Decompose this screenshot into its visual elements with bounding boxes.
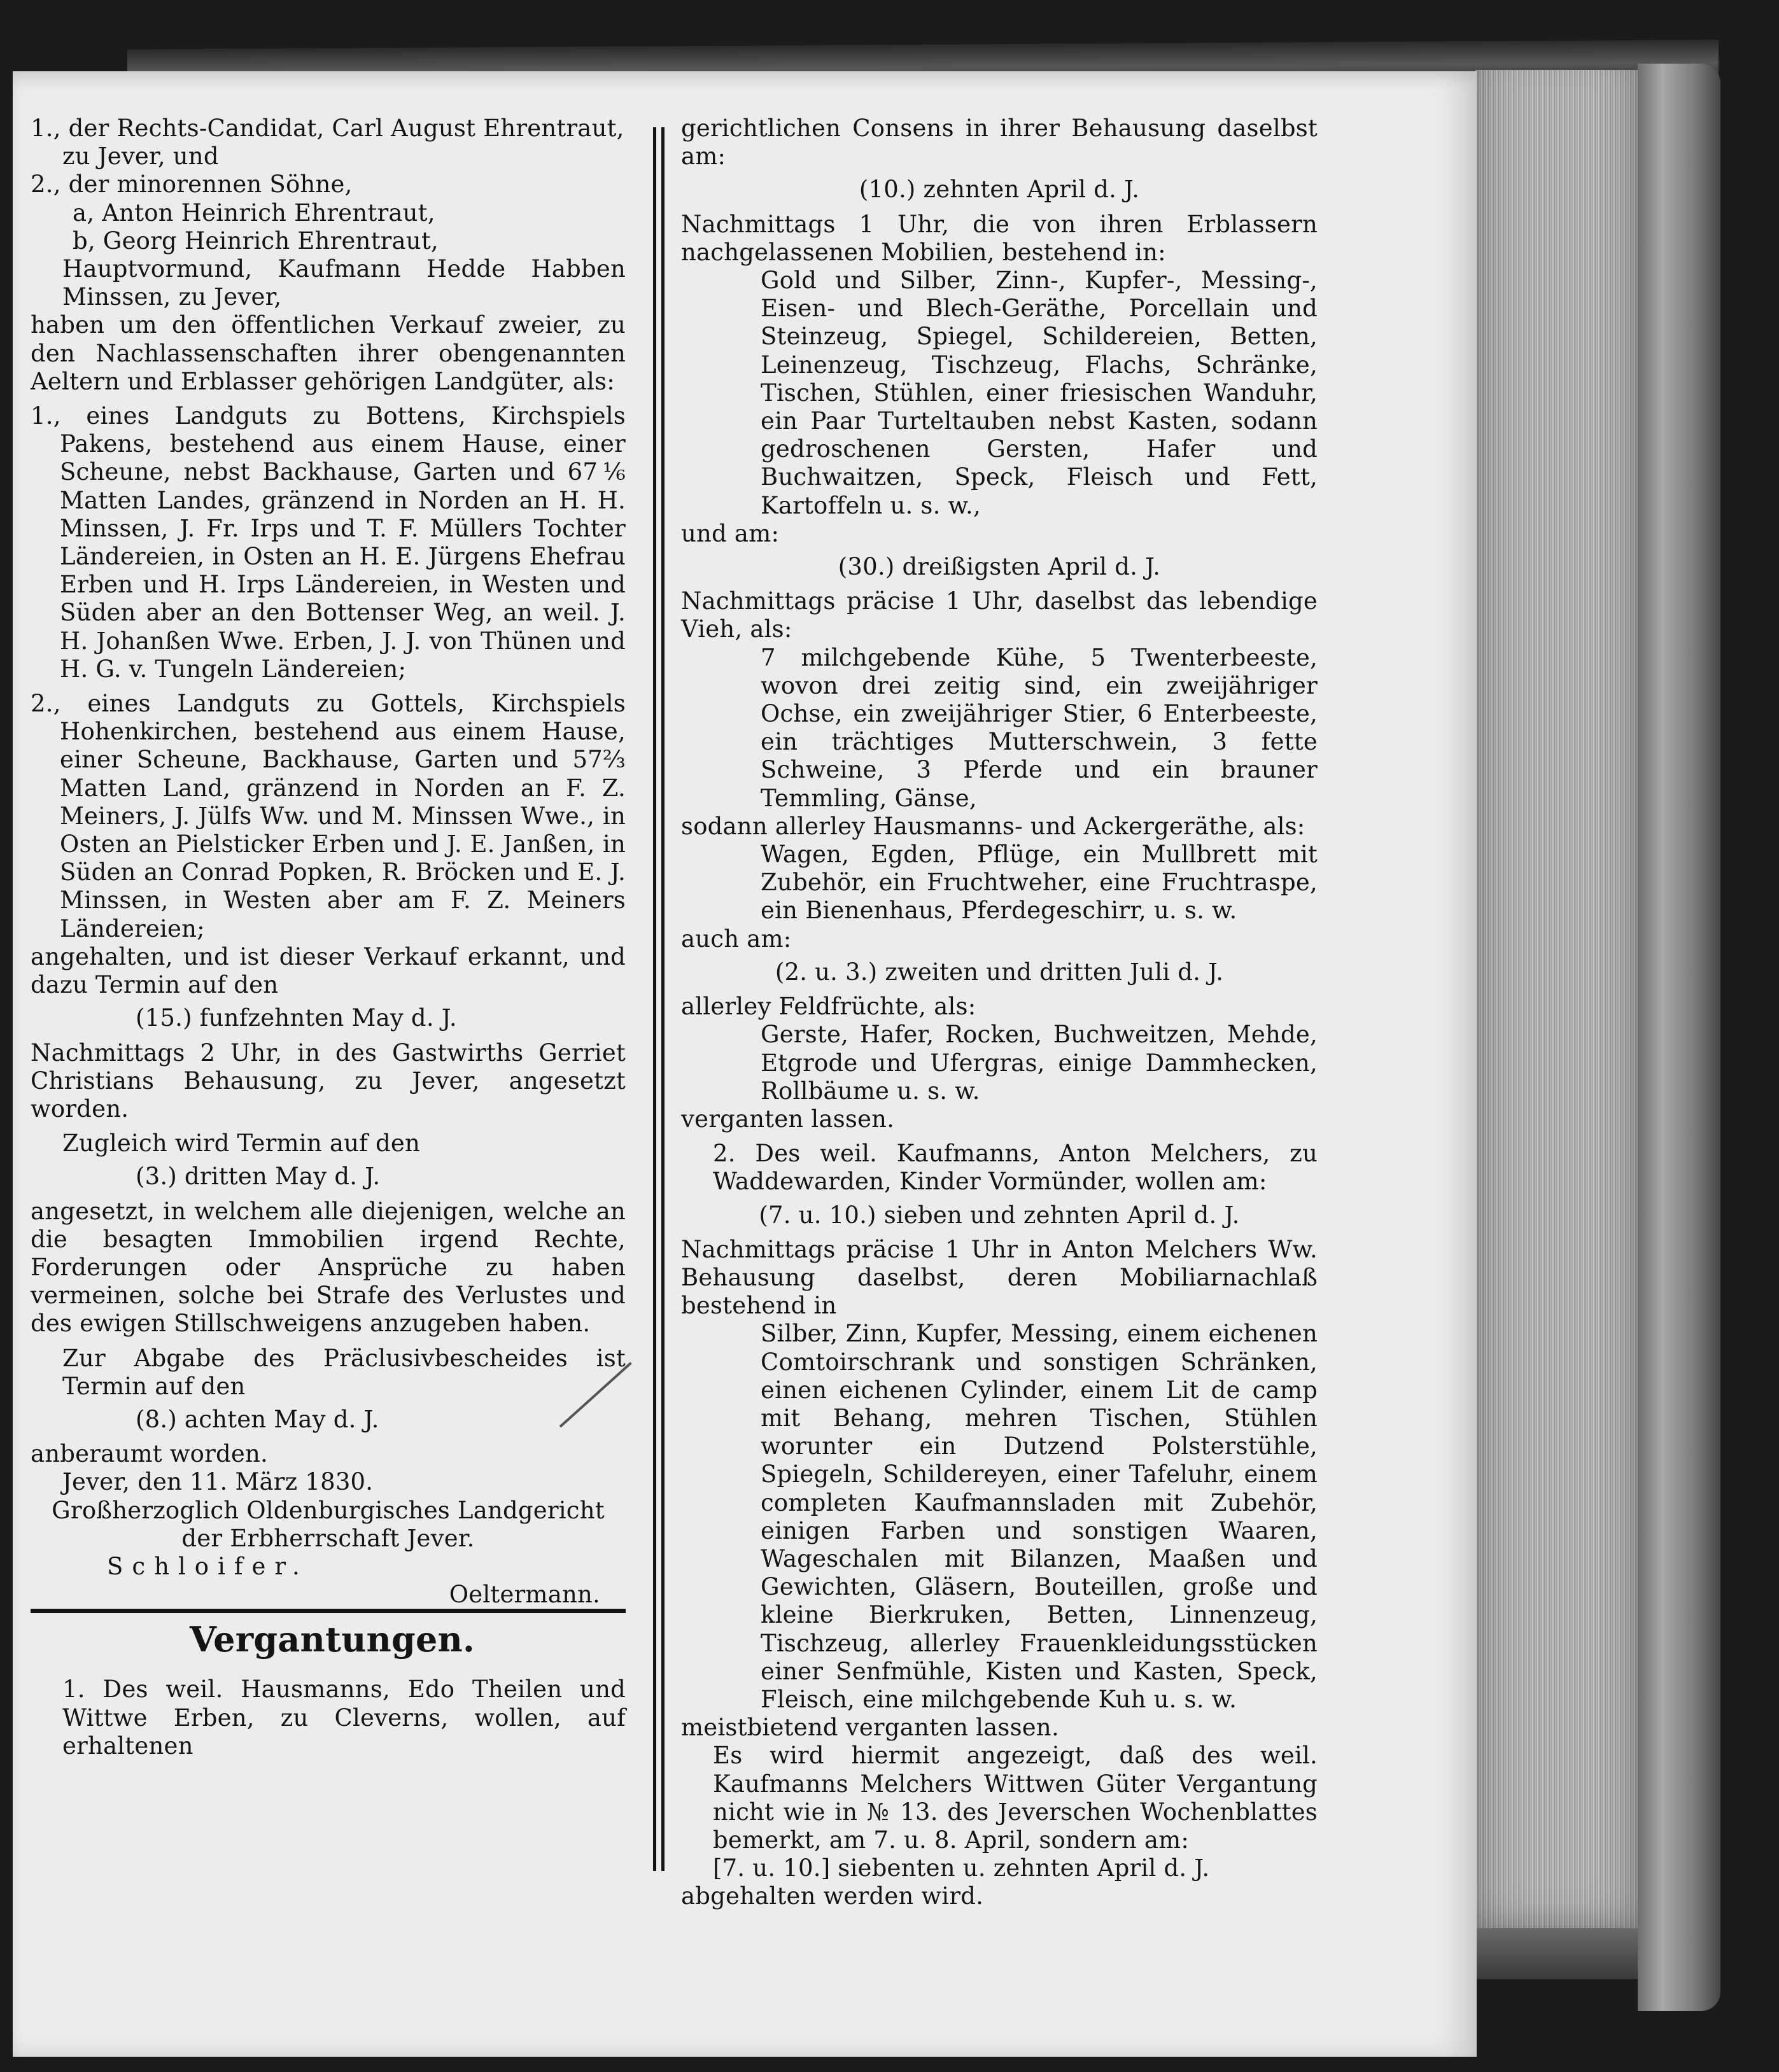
heir-2: 2., der minorennen Söhne,	[31, 171, 353, 199]
right-column	[681, 115, 1318, 1911]
auction-entry-1: 1. Des weil. Hausmanns, Edo Theilen und Wittwe Erben, zu Cleverns, wollen, auf erhaltenen	[62, 1676, 626, 1760]
auction-date-e: [7. u. 10.] siebenten u. zehnten April d. J.	[713, 1854, 1210, 1882]
auction-date-d: (7. u. 10.) sieben und zehnten April d. J.	[759, 1201, 1240, 1229]
auction-time-1: Nachmittags 2 Uhr, in des Gastwirths Gerriet Christians Behausung, zu Jever, angesetzt worden.	[31, 1039, 626, 1123]
also-on: auch am:	[681, 925, 792, 953]
signature-2: Oeltermann.	[449, 1581, 600, 1609]
signature-1: Schloifer.	[107, 1552, 309, 1580]
claims-date: (3.) dritten May d. J.	[136, 1163, 381, 1191]
heir-1: 1., der Rechts-Candidat, Carl August Ehrentraut,	[31, 115, 624, 142]
estate-2: 2., eines Landguts zu Gottels, Kirchspiels Hohenkirchen, bestehend aus einem Hause, einer Scheune, Backhause, Garten und 57⅔ Matten Land, gränzend in Norden an F. Z. Meiners, J. Jülfs Ww. und M. Minssen Wwe., in Osten an Pielsticker Erben und J. E. Janßen, in Süden an Conrad Popken, R. Bröcken und E. J. Minssen, in Westen aber am F. Z. Meiners Ländereien;	[31, 690, 626, 942]
auction-close-2: meistbietend verganten lassen.	[681, 1714, 1059, 1742]
crops-list: Gerste, Hafer, Rocken, Buchweitzen, Mehde, Etgrode und Ufergras, einige Dammhecken, Rollbäume u. s. w.	[761, 1021, 1318, 1105]
consent-continuation: gerichtlichen Consens in ihrer Behausung daselbst am:	[681, 115, 1318, 171]
auction-date-a: (10.) zehnten April d. J.	[859, 176, 1140, 204]
section-heading: Vergantungen.	[190, 1619, 475, 1660]
estate-goods-list: Silber, Zinn, Kupfer, Messing, einem eichenen Comtoirschrank und sonstigen Schränken, einen eichenen Cylinder, einem Lit de camp mit Behang, mehren Tischen, Stühlen worunter ein Dutzend Polsterstühle, Spiegeln, Schildereyen, einer Tafeluhr, einem completen Kaufmannsladen mit Zubehör, einigen Farben und sonstigen Waaren, Wageschalen mit Bilanzen, Maaßen und Gewichten, Gläsern, Bouteillen, große und kleine Bierkruken, Betten, Linnenzeug, Tischzeug, allerley Frauenkleidungsstücken einer Senfmühle, Kisten und Kasten, Speck, Fleisch, eine milchgebende Kuh u. s. w.	[761, 1320, 1318, 1713]
livestock-list: 7 milchgebende Kühe, 5 Twenterbeeste, wovon drei zeitig sind, ein zweijähriger Ochse, ein zweijähriger Stier, 6 Enterbeeste, ein trächtiges Mutterschwein, 3 fette Schweine, 3 Pferde und ein brauner Temmling, Gänse,	[761, 643, 1318, 812]
auction-date-1: (15.) funfzehnten May d. J.	[136, 1004, 457, 1032]
court-name: Großherzoglich Oldenburgisches Landgericht	[52, 1496, 605, 1524]
auction-close-1: verganten lassen.	[681, 1105, 895, 1133]
sale-intro: haben um den öffentlichen Verkauf zweier, zu den Nachlassenschaften ihrer obengenannten Aeltern und Erblasser gehörigen Landgüter, als:	[31, 311, 626, 395]
place-date: Jever, den 11. März 1830.	[62, 1468, 374, 1496]
term-intro: Zugleich wird Termin auf den	[62, 1130, 420, 1158]
auction-time-a: Nachmittags 1 Uhr, die von ihren Erblassern nachgelassenen Mobilien, bestehend in:	[681, 210, 1318, 266]
heir-2a: a, Anton Heinrich Ehrentraut,	[73, 199, 435, 227]
auction-time-d: Nachmittags präcise 1 Uhr in Anton Melchers Ww. Behausung daselbst, deren Mobiliarnachlaß bestehend in	[681, 1235, 1318, 1320]
preclusion-date: (8.) achten May d. J.	[136, 1405, 379, 1433]
auction-close-3: abgehalten werden wird.	[681, 1882, 984, 1910]
scheduled-note: anberaumt worden.	[31, 1440, 268, 1468]
correction-notice: Es wird hiermit angezeigt, daß des weil. Kaufmanns Melchers Wittwen Güter Vergantung nicht wie in № 13. des Jeverschen Wochenblattes bemerkt, am 7. u. 8. April, sondern am:	[713, 1742, 1318, 1854]
auction-time-b: Nachmittags präcise 1 Uhr, daselbst das lebendige Vieh, als:	[681, 587, 1318, 643]
preclusion-intro: Zur Abgabe des Präclusivbescheides ist Termin auf den	[62, 1344, 626, 1400]
court-name-2: der Erbherrschaft Jever.	[181, 1524, 475, 1552]
sale-granted: angehalten, und ist dieser Verkauf erkannt, und dazu Termin auf den	[31, 942, 626, 999]
estate-1: 1., eines Landguts zu Bottens, Kirchspiels Pakens, bestehend aus einem Hause, einer Scheune, nebst Backhause, Garten und 67⅙ Matten Landes, gränzend in Norden an H. H. Minssen, J. Fr. Irps und T. F. Müllers Tochter Ländereien, in Osten an H. E. Jürgens Ehefrau Erben und H. Irps Ländereien, in Westen und Süden aber an den Bottenser Weg, an weil. J. H. Johanßen Wwe. Erben, J. J. von Thünen und H. G. v. Tungeln Ländereien;	[31, 402, 626, 683]
column-divider	[653, 127, 664, 1871]
movables-list: Gold und Silber, Zinn-, Kupfer-, Messing-, Eisen- und Blech-Geräthe, Porcellain und Steinzeug, Spiegel, Schildereien, Betten, Leinenzeug, Tischzeug, Flachs, Schränke, Tischen, Stühlen, einer friesischen Wanduhr, ein Paar Turteltauben nebst Kasten, sodann gedroschenen Gersten, Hafer und Buchwaitzen, Speck, Fleisch und Fett, Kartoffeln u. s. w.,	[761, 267, 1318, 519]
tools-intro: sodann allerley Hausmanns- und Ackergeräthe, als:	[681, 812, 1305, 840]
book-cover-right	[1638, 64, 1720, 2011]
and-on: und am:	[681, 519, 780, 547]
claims-text: angesetzt, in welchem alle diejenigen, welche an die besagten Immobilien irgend Rechte, Forderungen oder Ansprüche zu haben vermeinen, solche bei Strafe des Verlustes und des ewigen Stillschweigens anzugeben haben.	[31, 1197, 626, 1338]
tools-list: Wagen, Egden, Pflüge, ein Mullbrett mit Zubehör, ein Fruchtweher, eine Fruchtraspe, ein Bienenhaus, Pferdegeschirr, u. s. w.	[761, 841, 1318, 925]
auction-date-c: (2. u. 3.) zweiten und dritten Juli d. J.	[775, 958, 1224, 986]
heir-2b: b, Georg Heinrich Ehrentraut,	[73, 227, 439, 255]
page-edges	[1475, 70, 1638, 1954]
auction-entry-2: 2. Des weil. Kaufmanns, Anton Melchers, zu Waddewarden, Kinder Vormünder, wollen am:	[713, 1140, 1318, 1196]
page-edges-shadow	[1475, 1928, 1638, 1979]
heir-1-place: zu Jever, und	[62, 143, 219, 171]
guardian: Hauptvormund, Kaufmann Hedde Habben Minssen, zu Jever,	[62, 255, 626, 311]
crops-intro: allerley Feldfrüchte, als:	[681, 993, 976, 1021]
auction-date-b: (30.) dreißigsten April d. J.	[838, 553, 1161, 581]
section-rule	[31, 1609, 626, 1613]
left-column	[31, 115, 626, 1760]
